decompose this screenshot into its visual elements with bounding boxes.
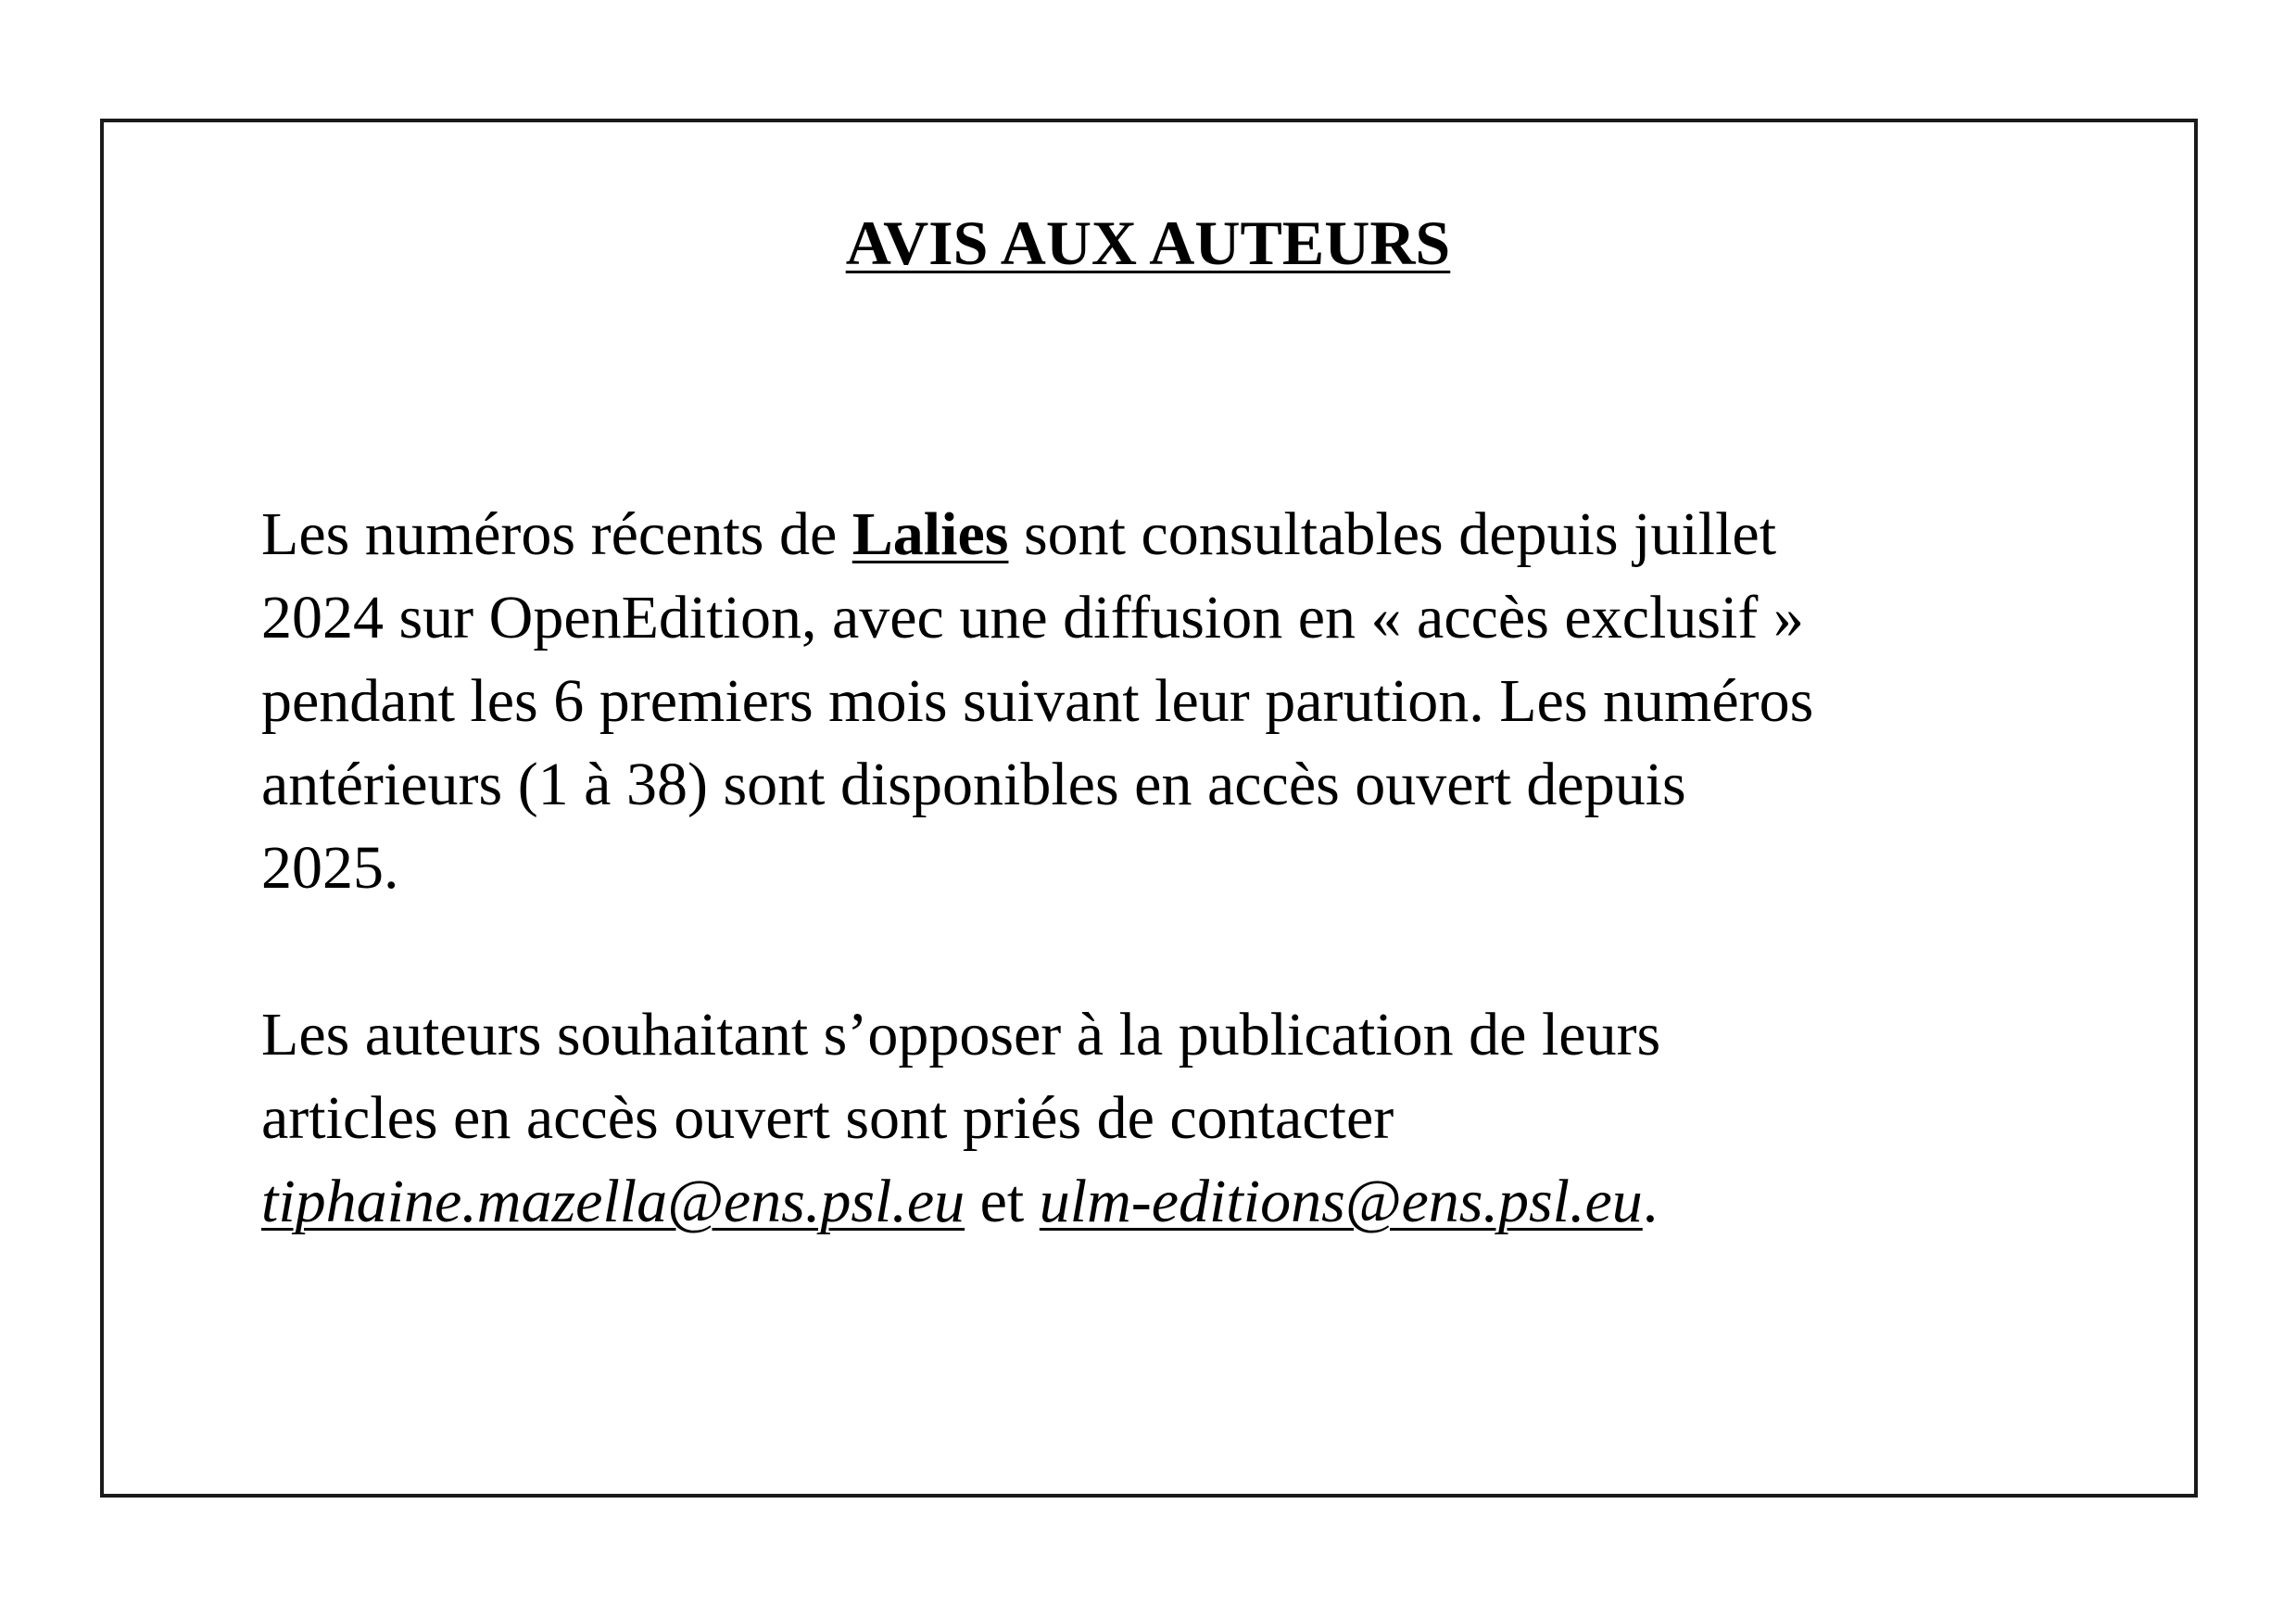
notice-paragraph-contact xyxy=(261,993,2133,1244)
p1-line3: pendant les 6 premiers mois suivant leur parution. Les numéros xyxy=(261,667,1814,735)
notice-paragraph-access xyxy=(261,493,2133,910)
p1-line1-end: sont consultables depuis juillet xyxy=(1008,500,1777,568)
p2-line2: articles en accès ouvert sont priés de contacter xyxy=(261,1084,1394,1152)
p1-line2: 2024 sur OpenEdition, avec une diffusion en « accès exclusif » xyxy=(261,584,1804,651)
notice-title-text: AVIS AUX AUTEURS xyxy=(845,208,1451,278)
p2-period: . xyxy=(1642,1168,1659,1235)
p1-line1-start: Les numéros récents de xyxy=(261,500,852,568)
p1-line4: antérieurs (1 à 38) sont disponibles en accès ouvert depuis xyxy=(261,751,1686,818)
p2-line1: Les auteurs souhaitant s’opposer à la publication de leurs xyxy=(261,1001,1661,1068)
p2-connector: et xyxy=(965,1168,1040,1235)
p1-line5: 2025. xyxy=(261,834,399,902)
notice-title xyxy=(0,208,2296,278)
email-link-tiphaine[interactable]: tiphaine.mazella@ens.psl.eu xyxy=(261,1168,965,1235)
email-link-ulm-editions[interactable]: ulm-editions@ens.psl.eu xyxy=(1039,1168,1643,1235)
journal-name: Lalies xyxy=(852,500,1009,568)
